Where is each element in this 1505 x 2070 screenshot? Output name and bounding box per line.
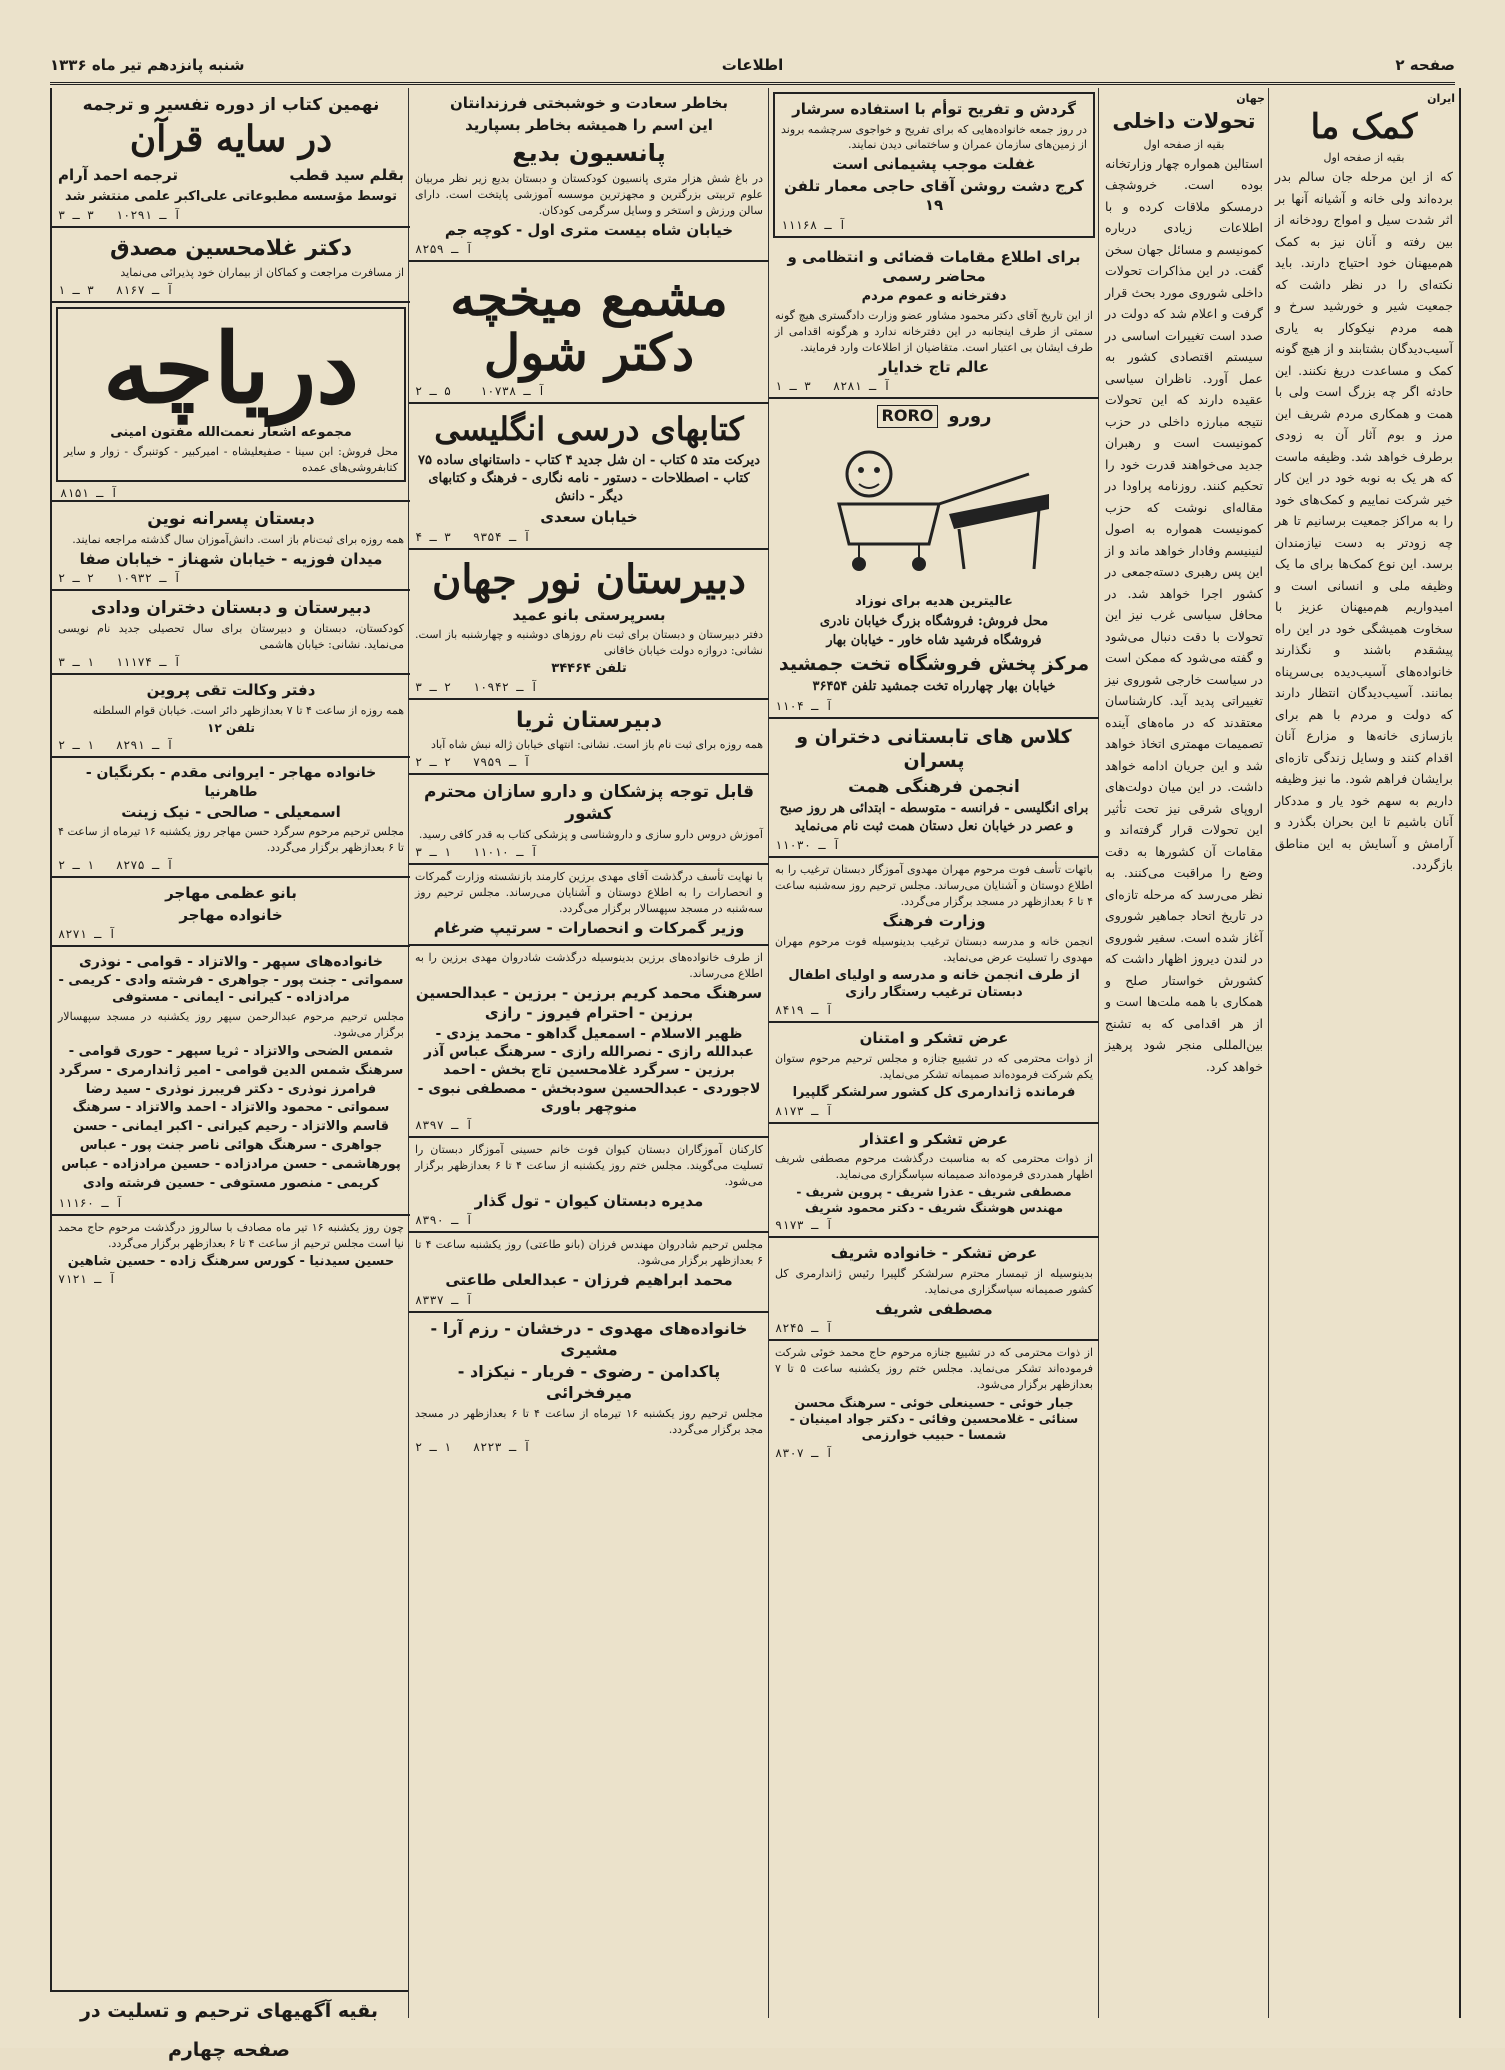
ad-code: آ ـ ۸۲۲۳ [472, 1439, 531, 1454]
ad-subtitle: خانواده مهاجر [179, 905, 283, 924]
ad-farzan [409, 1233, 769, 1312]
page-header [50, 52, 1455, 85]
ad-code: آ ـ ۸۳۹۷ [415, 1118, 473, 1133]
ad-code-secondary: ۱ ـ ۳ [415, 844, 452, 859]
ad-body: مجلس ترحیم مرحوم سرگرد حسن مهاجر روز یکشنبه ۱۶ تیرماه از ساعت ۴ تا ۶ بعدازظهر برگزار می‌گردد. [58, 825, 404, 855]
ad-signature-2: از طرف انجمن خانه و مدرسه و اولیای اطفال دبستان ترغیب رستگار رازی [788, 967, 1080, 1000]
ad-signature: مدیره دبستان کیوان - تول گذار [474, 1191, 704, 1210]
ad-body-2: انجمن خانه و مدرسه دبستان ترغیب بدینوسیله فوت مرحوم مهران مهدوی را تسلیت عرض می‌نماید. [775, 934, 1093, 964]
ad-code: آ ـ ۸۲۹۱ [115, 738, 174, 753]
ad-code: آ ـ ۸۲۷۵ [115, 858, 174, 873]
ad-legal-notice [769, 242, 1099, 399]
ad-caption: عالیترین هدیه برای نوزاد [855, 594, 1013, 610]
ad-seyednia [52, 1216, 410, 1291]
ad-code-secondary: ۲ ـ ۲ [58, 571, 95, 586]
stroller-illustration [799, 434, 1069, 584]
ad-code: آ ـ ۸۳۳۷ [415, 1292, 473, 1307]
ad-code: آ ـ ۸۴۱۹ [775, 1003, 833, 1018]
ad-mahdavi-families [409, 1313, 769, 1458]
article-title: کمک ما [1310, 107, 1418, 147]
column-ads-4 [408, 88, 769, 2018]
section-label: ایران [1427, 92, 1455, 105]
ad-names: سرهنگ محمد کریم برزین - برزین - عبدالحسین برزین - احترام فیروز - رازی [415, 984, 763, 1022]
ad-soraya-school [409, 700, 769, 775]
ad-footer: خیابان شاه بیست متری اول - کوچه جم [444, 220, 734, 239]
ad-title: عرض تشکر و امتنان [859, 1029, 1009, 1048]
ad-thanks-3 [769, 1238, 1099, 1341]
ad-names: اسمعیلی - صالحی - نیک زینت [121, 802, 341, 821]
column-world [1098, 88, 1269, 2018]
ad-title: بانو عظمی مهاجر [165, 884, 297, 903]
ad-body: مجلس ترحیم مرحوم عبدالرحمن سپهر روز یکشنبه در مسجد سپهسالار برگزار می‌شود. [58, 1010, 404, 1039]
ad-title: گردش و تفریح توأم با استفاده سرشار [792, 100, 1076, 118]
ad-signature: حسین سیدنیا - کورس سرهنگ زاده - حسین شاهین [67, 1253, 395, 1269]
ad-code-secondary: ۱ ـ ۲ [58, 858, 95, 873]
ad-subtitle: انجمن فرهنگی همت [848, 776, 1020, 797]
ad-footer: خیابان سعدی [540, 508, 638, 527]
ad-title: دبیرستان ثریا [516, 707, 662, 733]
continued-note: بقیه از صفحه اول [1143, 138, 1225, 151]
ad-title: پانسیون بدیع [512, 139, 666, 167]
brand-fa: رورو [948, 406, 992, 428]
ad-code: آ ـ ۱۱۰۴ [775, 698, 833, 713]
ad-dr-scholl [409, 262, 769, 404]
ad-code: آ ـ ۱۱۰۳۰ [775, 838, 841, 853]
ad-pension-badi [409, 88, 769, 262]
ad-subtitle: مجموعه اشعار نعمت‌الله مفتون امینی [110, 425, 352, 441]
ad-body: از ذوات محترمی که در تشییع جنازه مرحوم حاج محمد خوئی شرکت فرموده‌اند تشکر می‌نماید. مجلس ختم روز یکشنبه ساعت ۵ تا ۷ بعدازظهر برگزار می‌شود. [775, 1346, 1093, 1391]
ad-sepehr-families [52, 947, 410, 1216]
ad-body: همه روزه برای ثبت‌نام باز است. دانش‌آموزان سال گذشته مراجعه نمایند. [72, 532, 404, 546]
ad-code: آ ـ ۱۰۷۳۸ [480, 384, 546, 399]
ad-names: پاکدامن - رضوی - فریار - نیکزاد - میرفخرائی [457, 1362, 721, 1403]
ad-condolence-barzin [409, 865, 769, 946]
ad-code: آ ـ ۹۱۷۳ [775, 1218, 833, 1233]
ad-code: آ ـ ۸۱۵۱ [52, 486, 410, 502]
ad-title: کلاس های تابستانی دختران و پسران [796, 725, 1072, 773]
ad-body: بدینوسیله از تیمسار محترم سرلشکر گلپیرا رئیس ژاندارمری کل کشور صمیمانه سپاسگزاری می‌نماید. [775, 1266, 1093, 1296]
ad-signature: جبار خوئی - حسینعلی خوئی - سرهنگ محسن سنائی - غلامحسین وفائی - دکتر جواد امینیان - شمسا - حبیب خوارزمی [789, 1394, 1079, 1443]
ad-code: آ ـ ۷۹۵۹ [472, 754, 531, 769]
newspaper-name: اطلاعات [721, 56, 784, 74]
ad-code-secondary: ۳ ـ ۴ [415, 529, 452, 544]
ad-body: کودکستان، دبستان و دبیرستان برای سال تحصیلی جدید نام نویسی می‌نماید. نشانی: خیابان هاشمی [58, 622, 404, 652]
ad-code: آ ـ ۱۱۱۶۰ [58, 1195, 124, 1210]
column-ads-3 [768, 88, 1099, 2018]
ad-code: آ ـ ۹۳۵۴ [472, 529, 531, 544]
ad-quran-book [52, 88, 410, 228]
article-body: استالین همواره چهار وزارتخانه بوده است. خروشچف درمسکو ملاقات کرده و با اطلاعات زیادی درباره کمونیسم و مسائل جهان سخن گفت. در این مذاکرات تحولات داخلی شوروی مورد بحث قرار گرفت و اعلام شد که دولت در صدد است تغییرات اساسی در سیستم اقتصادی کشور به عمل آورد. ناظران سیاسی عقیده دارند که این تحولات نتیجه مبارزه داخلی در حزب کمونیست است و رهبران جدید می‌خواهند قدرت خود را تحکیم کنند. روزنامه پراودا در مقاله‌ای نوشت که حزب کمونیست همواره به اصول لنینیسم وفادار خواهد ماند و از این پس رهبری دسته‌جمعی در کشور اجرا خواهد شد. در محافل سیاسی غرب نیز این تحولات با دقت دنبال می‌شود و گفته می‌شود که ممکن است در سیاست خارجی شوروی نیز تغییراتی پدید آید. کارشناسان معتقدند که در ماه‌های آینده تصمیمات مهمتری اتخاذ خواهد شد و این جریان ادامه خواهد داشت. در این میان دولت‌های اروپای شرقی نیز تحت تأثیر این تحولات قرار گرفته‌اند و مقامات آن کشورها به دقت وضع را مراقبت می‌کنند. به نظر می‌رسد که مرحله تازه‌ای در تاریخ اتحاد جماهیر شوروی آغاز شده است. سفیر شوروی در لندن دیروز اظهار داشت که کشورش خواستار صلح و همکاری با همه ملت‌ها است و از هر اقدامی که به تشنج بین‌المللی منجر شود پرهیز خواهد کرد. [1105, 155, 1263, 1074]
ad-code: آ ـ ۸۲۷۱ [58, 927, 116, 942]
ad-code-secondary: ۱ ـ ۲ [415, 1439, 452, 1454]
ad-signature: مصطفی شریف [875, 1299, 993, 1318]
ad-body: همه روزه از ساعت ۴ تا ۷ بعدازظهر دائر است. خیابان قوام السلطنه [92, 703, 404, 717]
ad-body: در روز جمعه خانواده‌هایی که برای تفریح و خواجوی سرچشمه بروند از زمین‌های سازمان عمران و ساختمانی دیدن نمایند. [781, 122, 1087, 152]
ad-phone: تلفن ۳۴۴۶۴ [551, 660, 627, 676]
ad-code: آ ـ ۸۱۶۷ [115, 283, 174, 298]
ad-azami-mohajer [52, 878, 410, 947]
issue-date: شنبه پانزدهم تیر ماه ۱۳۳۶ [50, 56, 245, 74]
ad-title: دبستان پسرانه نوین [147, 508, 315, 529]
ad-code-secondary: ۳ ـ ۱ [775, 379, 812, 394]
ad-body: کارکنان آموزگاران دبستان کیوان فوت خانم حسینی آموزگار دبستان را تسلیت می‌گویند. مجلس ختم روز یکشنبه از ساعت ۴ تا ۶ بعدازظهر برگزار می‌شود. [415, 1143, 764, 1188]
ad-thanks-1 [769, 1023, 1099, 1123]
ad-title: دبیرستان نور جهان [432, 555, 746, 603]
ad-mohajer-family [52, 758, 410, 878]
ad-code: آ ـ ۱۰۹۴۲ [472, 679, 538, 694]
ad-title: دبیرستان و دبستان دختران ودادی [91, 598, 371, 619]
ad-code: آ ـ ۸۲۸۱ [832, 379, 891, 394]
ad-body: باتهات تأسف فوت مرحوم مهران مهدوی آموزگار دبستان ترغیب را به اطلاع دوستان و آشنایان می‌رساند. مجلس ترحیم روز سه‌شنبه ساعت ۴ تا ۶ بعدازظهر در مسجد برگزار می‌گردد. [775, 863, 1093, 909]
ad-thanks-2 [769, 1124, 1099, 1239]
ad-address: میدان فوزیه - خیابان شهناز - خیابان صفا [79, 549, 383, 568]
ad-code-secondary: ۱ ـ ۳ [58, 655, 95, 670]
ad-code-secondary: ۳ ـ ۳ [58, 208, 95, 223]
ad-title: دکتر غلامحسین مصدق [109, 236, 353, 262]
ad-code-secondary: ۲ ـ ۳ [415, 679, 452, 694]
ad-title: کتابهای درسی انگلیسی [434, 410, 744, 449]
ad-body: از این تاریخ آقای دکتر محمود مشاور عضو وزارت دادگستری هیچ گونه سمتی از طرف اینجانبه در این دفترخانه ندارد و هرگونه اقدامی از طرف ایشان بی اعتبار است. متقاضیان از اطلاعات وارد فرمایند. [775, 308, 1093, 354]
ad-line-2: این اسم را همیشه بخاطر بسپارید [465, 115, 713, 134]
ad-phone: خیابان بهار چهارراه تخت جمشید تلفن ۳۶۴۵۴ [812, 679, 1056, 695]
ad-body: از ذوات محترمی که در تشییع جنازه و مجلس ترحیم مرحوم ستوان یکم شرکت فرموده‌اند صمیمانه تشکر می‌نماید. [775, 1051, 1093, 1081]
brand-en: RORO [877, 405, 939, 428]
ad-signature: فرمانده ژاندارمری کل کشور سرلشکر گلپیرا [792, 1084, 1076, 1100]
continued-note: بقیه از صفحه اول [1323, 151, 1405, 165]
ad-title: عرض تشکر - خانواده شریف [830, 1244, 1038, 1263]
column-ads-5 [50, 88, 410, 2018]
ad-parvin-law [52, 675, 410, 758]
ad-title: خانواده مهاجر - ایروانی مقدم - بکرنگیان - طاهرنیا [85, 765, 377, 800]
ad-title: نهمین کتاب از دوره تفسیر و ترجمه [82, 95, 380, 115]
ad-code: آ ـ ۸۳۹۰ [415, 1213, 473, 1228]
section-label: جهان [1236, 92, 1265, 105]
ad-center: مرکز پخش فروشگاه تخت جمشید [778, 652, 1090, 675]
ad-names-2: ظهیر الاسلام - اسمعیل گداهو - محمد یزدی - عبدالله رازی - نصرالله رازی - سرهنگ عباس آذر برزین - سرگرد غلامحسین تاج بخش - احمد لاجوردی - عبدالحسین سودبخش - مصطفی نبوی - منوچهر باوری [417, 1026, 761, 1115]
ad-big-title: در سایه قرآن [129, 118, 333, 161]
ad-code: آ ـ ۸۲۴۵ [775, 1321, 833, 1336]
ad-signature: عالم تاج خدایار [878, 357, 990, 376]
ad-summer-classes [769, 719, 1099, 859]
ad-line-1: بخاطر سعادت و خوشبختی فرزندانتان [450, 94, 728, 112]
ad-highlight: غفلت موجب پشیمانی است [832, 155, 1036, 174]
ad-footer: کرج دشت روشن آقای حاجی معمار تلفن ۱۹ [784, 176, 1084, 215]
ad-signature: مصطفی شریف - عذرا شریف - پروین شریف - مهندس هوشنگ شریف - دکتر محمود شریف [796, 1185, 1072, 1215]
ad-title: برای اطلاع مقامات قضائی و انتظامی و محاضر رسمی [787, 247, 1081, 286]
ad-code-secondary: ۳ ـ ۱ [58, 283, 95, 298]
ad-store: فروشگاه فرشید شاه خاور - خیابان بهار [826, 632, 1042, 648]
ad-thanks-4 [769, 1341, 1099, 1464]
ad-body: محل فروش: ابن سینا - صفیعلیشاه - امیرکبیر - کوتنبرگ - زوار و سایر کتابفروشی‌های عمده [64, 444, 398, 474]
ad-names: سمواتی - جنت پور - جواهری - فرشته وادی - کریمی - مرادزاده - کیرانی - ایمانی - مستوفی [58, 973, 404, 1006]
ad-barzin-families [409, 946, 769, 1138]
ad-names-2: شمس الضحی والاتزاد - ثریا سپهر - حوری قوامی - سرهنگ شمس الدین قوامی - امیر ژاندارمری - سرگرد فرامرز نوذری - دکتر فریبرز نوذری - سید رضا سمواتی - محمود والاتزاد - احمد والاتزاد - سرهنگ قاسم والاتزاد - رحیم کیرانی - اکبر ایمانی - حسن جواهری - سرهنگ هوائی ناصر جنت پور - عباس پورهاشمی - حسن مرادزاده - حسین مرادزاده - عباس کریمی - منصور مستوفی - حسین فرشته وادی [58, 1043, 404, 1191]
ad-title: مشمع میخچه دکتر شول [450, 268, 728, 383]
ad-code: آ ـ ۱۰۹۳۲ [115, 571, 181, 586]
ad-code-secondary: ۲ ـ ۲ [415, 754, 452, 769]
ad-code-secondary: ۵ ـ ۲ [415, 384, 452, 399]
ad-author: بقلم سید قطب [289, 165, 404, 184]
ad-body: دفتر دبیرستان و دبستان برای ثبت نام روزهای دوشنبه و چهارشنبه باز است. نشانی: دروازه دولت خیابان خاقانی [415, 628, 763, 657]
ad-signature: وزارت فرهنگ [882, 912, 986, 931]
ad-code: آ ـ ۱۱۱۶۸ [781, 217, 847, 232]
ad-body: از طرف خانواده‌های برزین بدینوسیله درگذشت شادروان مهدی برزین را به اطلاع می‌رساند. [415, 951, 763, 981]
article-title: تحولات داخلی [1112, 109, 1256, 133]
ad-code: آ ـ ۱۰۲۹۱ [115, 208, 181, 223]
ad-signature: وزیر گمرکات و انحصارات - سرتیپ ضرغام [433, 918, 745, 937]
ad-title: دریاچه [103, 312, 359, 426]
ad-code: آ ـ ۷۱۲۱ [58, 1272, 116, 1287]
article-body: که از این مرحله جان سالم بدر برده‌اند ولی خانه و آشیانه آنها بر اثر شدت سیل و امواج رودخانه از بین رفته و آنان نیز به کمک هم‌میهنان خود احتیاج دارند. باید نکته‌ای را در نظر داشت که جمعیت شیر و خورشید سرخ و همه مردم نیکوکار به یاری آسیب‌دیدگان بشتابند و از هیچ گونه کمک و مساعدت دریغ نکنند. این حادثه اگر چه بزرگ است ولی با همت و همکاری مردم شریف این مرز و بوم آثار آن به زودی برطرف خواهد شد. وظیفه ماست که هر یک به نوبه خود در این کار خیر شرکت نماییم و کمک‌های خود را به مراکز جمعیت برسانیم تا هر چه زودتر به دست نیازمندان برسد. این نوع کمک‌ها برای ما یک وظیفه ملی و انسانی است و امیدواریم هم‌میهنان عزیز با سخاوت همیشگی خود در این راه پیشقدم باشند و نگذارند خانواده‌های آسیب‌دیده بی‌سرپناه بمانند. آسیب‌دیدگان انتظار دارند که دولت و مردم با هم برای بازسازی خانه‌ها و مزارع آنان اقدام کنند و وسایل زندگی تازه‌ای برایشان فراهم شود. ما نیز وظیفه داریم به سهم خود یار و مددکار آنان باشیم تا این بحران بگذرد و آرامش و آسایش به این مناطق بازگردد. [1275, 169, 1453, 873]
ad-body: مجلس ترحیم شادروان مهندس فرزان (بانو طاعتی) روز یکشنبه ساعت ۴ تا ۶ بعدازظهر برگزار می‌شود. [415, 1238, 763, 1268]
ad-vedadi-school [52, 591, 410, 675]
ad-title: خانواده‌های سپهر - والاتزاد - قوامی - نوذری [79, 954, 383, 971]
ad-phone: تلفن ۱۲ [207, 720, 255, 735]
ad-body: همه روزه برای ثبت نام باز است. نشانی: انتهای خیابان ژاله نبش شاه آباد [430, 737, 763, 751]
ad-excursion [773, 92, 1095, 238]
ad-novin-school [52, 502, 410, 592]
ad-code: آ ـ ۸۳۰۷ [775, 1445, 833, 1460]
ad-subtitle: دفترخانه و عموم مردم [861, 288, 1007, 304]
column-iran [1268, 88, 1461, 2018]
ad-signature: محمد ابراهیم فرزان - عبدالعلی طاعتی [445, 1271, 733, 1290]
ad-body: برای انگلیسی - فرانسه - متوسطه - ابتدائی هر روز صبح و عصر در خیابان نعل دستان همت ثبت نام می‌نماید [779, 801, 1089, 835]
page-footer [50, 1990, 408, 2061]
ad-body: چون روز یکشنبه ۱۶ تیر ماه مصادف با سالروز درگذشت مرحوم حاج محمد نیا است مجلس ترحیم از ساعت ۴ تا ۶ بعدازظهر برگزار می‌گردد. [58, 1220, 404, 1250]
ad-body: از ذوات محترمی که به مناسبت درگذشت مرحوم مصطفی شریف اظهار همدردی فرموده‌اند صمیمانه سپاسگزاری می‌نماید. [775, 1152, 1093, 1182]
ad-daryacheh-book [56, 307, 406, 482]
ad-pharmacists [409, 775, 769, 865]
ad-title: عرض تشکر و اعتذار [860, 1129, 1008, 1148]
ad-body: با نهایت تأسف درگذشت آقای مهدی برزین کارمند بازنشسته وزارت گمرکات و انحصارات را به اطلاع دوستان و آشنایان می‌رساند. مجلس ترحیم روز سه‌شنبه در مسجد سپهسالار برگزار می‌گردد. [415, 869, 763, 915]
ad-body: در باغ شش هزار متری پانسیون کودکستان و دبستان بدیع زیر نظر مربیان علوم تربیتی بزرگترین و مجهزترین موسسه آموزشی پایتخت است. دارای سالن ورزش و استخر و وسایل سرگرمی کودکان. [415, 172, 763, 217]
ad-translator: ترجمه احمد آرام [58, 165, 178, 184]
ad-body: مجلس ترحیم روز یکشنبه ۱۶ تیرماه از ساعت ۴ تا ۶ بعدازظهر در مسجد مجد برگزار می‌گردد. [415, 1406, 764, 1436]
ad-publisher: توسط مؤسسه مطبوعاتی علی‌اکبر علمی منتشر شد [64, 189, 398, 205]
ad-subtitle: بسرپرستی بانو عمید [512, 605, 666, 624]
ad-code: آ ـ ۱۱۰۱۰ [472, 844, 538, 859]
ad-title: قابل توجه پزشکان و دارو سازان محترم کشور [423, 781, 755, 824]
ad-code: آ ـ ۸۲۵۹ [415, 242, 473, 257]
ad-body: از مسافرت مراجعت و کماکان از بیماران خود پذیرائی می‌نماید [120, 266, 404, 280]
ad-code: آ ـ ۸۱۷۳ [775, 1103, 833, 1118]
ad-dr-mosaddegh [52, 228, 410, 303]
ad-body: آموزش دروس دارو سازی و داروشناسی و پزشکی کتاب به قدر کافی رسید. [418, 827, 763, 841]
ad-condolence-mahdavi [769, 858, 1099, 1023]
ad-sell-location: محل فروش: فروشگاه بزرگ خیابان نادری [819, 614, 1049, 630]
ad-title: خانواده‌های مهدوی - درخشان - رزم آرا - مشیری [430, 1318, 748, 1359]
ad-noorjahan-school [409, 550, 769, 700]
page-number: صفحه ۲ [1395, 56, 1455, 74]
ad-roro-stroller [769, 399, 1099, 719]
ad-code-secondary: ۱ ـ ۲ [58, 738, 95, 753]
ad-english-books [409, 404, 769, 549]
ad-code: آ ـ ۱۱۱۷۴ [115, 655, 181, 670]
footer-note: بقیه آگهیهای ترحیم و تسلیت در صفحه چهارم [79, 2000, 378, 2061]
ad-kayvan-school [409, 1138, 769, 1233]
ad-title: دفتر وکالت تقی پروین [146, 681, 316, 700]
ad-body: دیرکت متد ۵ کتاب - ان شل جدید ۴ کتاب - داستانهای ساده ۷۵ کتاب - اصطلاحات - دستور - نامه نگاری - فرهنگ و کتابهای دیگر - دانش [417, 452, 760, 504]
